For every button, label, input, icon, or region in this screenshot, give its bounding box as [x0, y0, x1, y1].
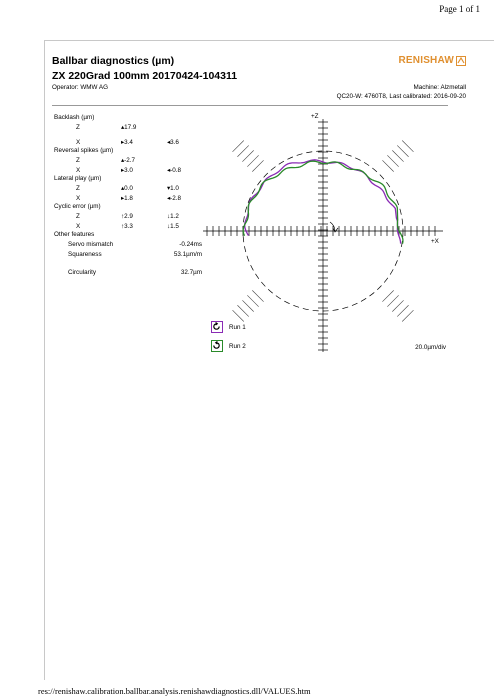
arrow-up-icon: ▴: [121, 185, 125, 192]
run2-toggle[interactable]: [211, 340, 223, 352]
page-number: Page 1 of 1: [439, 4, 480, 14]
z-axis-label: +Z: [311, 113, 319, 120]
backlash-label: Backlash (µm): [54, 114, 95, 121]
calibration-text: QC20-W: 4760T8, Last calibrated: 2016-09-20: [336, 93, 466, 100]
direction-arrow-icon: [330, 222, 335, 231]
reversal-x-axis: X: [76, 167, 81, 174]
arrow-right-icon: ▸: [121, 167, 125, 174]
lateral-x-value1: ▸1.8: [121, 195, 133, 202]
other-features-label: Other features: [54, 231, 95, 238]
diagonal-guide-dash: [232, 140, 243, 151]
diagonal-guide-dash: [397, 145, 408, 156]
lateral-z-value1: ▴0.0: [121, 185, 133, 192]
arrow-right-icon: ▸: [121, 195, 125, 202]
diagonal-guide-dash: [402, 310, 413, 321]
arrow-left-icon: ◂: [167, 139, 171, 146]
cyclic-z-value1: ↑2.9: [121, 213, 133, 220]
run1-toggle[interactable]: [211, 321, 223, 333]
diagonal-guide-dash: [397, 305, 408, 316]
lateral-z-axis: Z: [76, 185, 80, 192]
cyclic-error-label: Cyclic error (µm): [54, 203, 101, 210]
arrow-left-icon: ◂: [167, 195, 171, 202]
diagonal-guide-dash: [382, 160, 393, 171]
diagonal-guide-dash: [232, 310, 243, 321]
diagonal-guide-dash: [242, 150, 253, 161]
arrow-up-icon: ▴: [121, 157, 125, 164]
servo-mismatch-label: Servo mismatch: [68, 241, 114, 248]
machine-text: Machine: Alzmetall: [413, 84, 466, 91]
lateral-x-axis: X: [76, 195, 81, 202]
diagonal-guide-dash: [247, 155, 258, 166]
cyclic-z-value2: ↓1.2: [167, 213, 179, 220]
cyclic-z-axis: Z: [76, 213, 80, 220]
diagonal-guide-dash: [252, 290, 263, 301]
operator-text: Operator: WMW AG: [52, 84, 108, 91]
arrow-up-icon: ▴: [121, 124, 125, 131]
report-title: Ballbar diagnostics (µm): [52, 55, 175, 67]
circularity-value: 32.7µm: [180, 269, 202, 276]
reversal-spikes-label: Reversal spikes (µm): [54, 147, 114, 154]
lateral-play-label: Lateral play (µm): [54, 175, 102, 182]
rotate-cw-icon: [212, 341, 221, 350]
arrow-down-icon: ↓: [167, 223, 171, 230]
backlash-z-value: ▴17.9: [121, 124, 137, 131]
run1-label: Run 1: [229, 324, 246, 331]
diagonal-guide-dash: [402, 140, 413, 151]
squareness-value: 53.1µm/m: [173, 251, 202, 258]
diagonal-guide-dash: [237, 145, 248, 156]
arrow-up-icon: ↑: [121, 223, 125, 230]
backlash-z-axis: Z: [76, 124, 80, 131]
diagonal-guide-dash: [247, 295, 258, 306]
lateral-x-value2: ◂-2.8: [167, 195, 182, 202]
cyclic-x-value1: ↑3.3: [121, 223, 133, 230]
circularity-label: Circularity: [68, 269, 96, 276]
rotate-ccw-icon: [212, 322, 221, 331]
backlash-x-value1: ▸3.4: [121, 139, 133, 146]
lateral-z-value2: ▾1.0: [167, 185, 179, 192]
arrow-up-icon: ↑: [121, 213, 125, 220]
reversal-z-value: ▴-2.7: [121, 157, 136, 164]
footer-url: res://renishaw.calibration.ballbar.analysis.renishawdiagnostics.dll/VALUES.htm: [38, 686, 311, 696]
diagonal-guide-dash: [237, 305, 248, 316]
squareness-label: Squareness: [68, 251, 102, 258]
diagonal-guide-dash: [252, 160, 263, 171]
arrow-down-icon: ▾: [167, 185, 171, 192]
backlash-x-axis: X: [76, 139, 81, 146]
diagonal-guide-dash: [242, 300, 253, 311]
reversal-x-value2: ◂-0.8: [167, 167, 182, 174]
arrow-down-icon: ↓: [167, 213, 171, 220]
report-subtitle: ZX 220Grad 100mm 20170424-104311: [52, 70, 238, 82]
diagonal-guide-dash: [387, 295, 398, 306]
logo-text: RENISHAW: [398, 55, 454, 66]
cyclic-x-axis: X: [76, 223, 81, 230]
diagonal-guide-dash: [387, 155, 398, 166]
reversal-z-axis: Z: [76, 157, 80, 164]
scale-text: 20.0µm/div: [415, 344, 446, 351]
cyclic-x-value2: ↓1.5: [167, 223, 179, 230]
run2-label: Run 2: [229, 343, 246, 350]
direction-arrowhead-icon: [333, 228, 338, 232]
arrow-left-icon: ◂: [167, 167, 171, 174]
diagonal-guide-dash: [392, 300, 403, 311]
x-axis-label: +X: [431, 238, 439, 245]
backlash-x-value2: ◂3.6: [167, 139, 179, 146]
servo-mismatch-value: -0.24ms: [179, 241, 202, 248]
arrow-right-icon: ▸: [121, 139, 125, 146]
diagonal-guide-dash: [392, 150, 403, 161]
diagonal-guide-dash: [382, 290, 393, 301]
reversal-x-value1: ▸3.0: [121, 167, 133, 174]
